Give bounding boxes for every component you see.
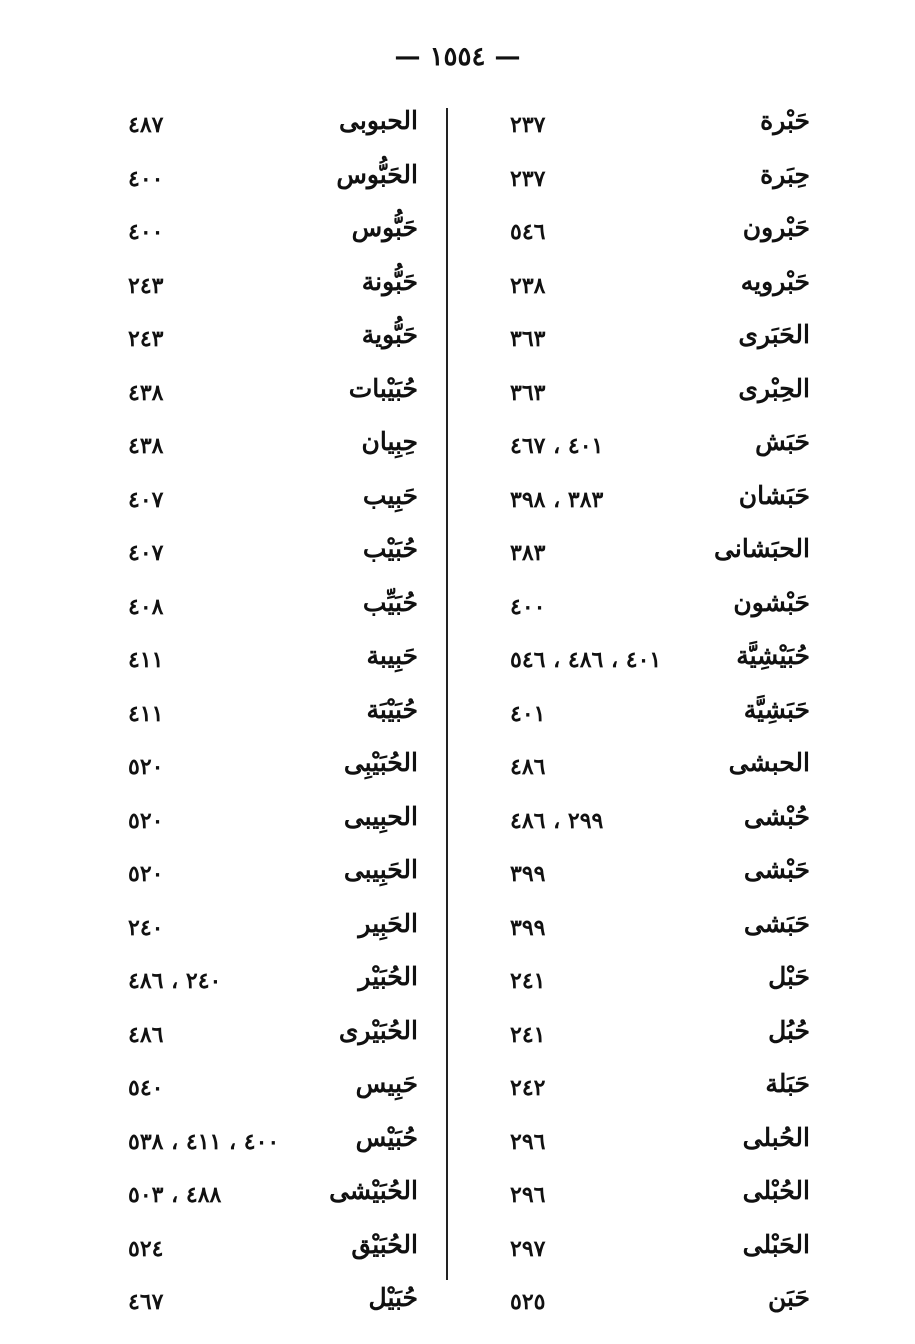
index-entry xyxy=(118,314,418,368)
entry-pages: ٥٢٠ xyxy=(128,861,164,887)
entry-word: حَبِيب xyxy=(362,480,418,510)
entry-word: حَبْل xyxy=(768,962,810,991)
entry-word: حَبِيس xyxy=(355,1069,418,1098)
index-entry xyxy=(118,582,418,636)
entry-word: حَبَشِيَّة xyxy=(743,694,810,724)
entry-word: حُبْشى xyxy=(743,801,810,831)
entry-pages: ٤٣٨ xyxy=(128,379,164,406)
entry-pages: ٢٩٦ xyxy=(510,1182,546,1208)
entry-pages: ٤٠٠ xyxy=(510,593,546,620)
index-entry xyxy=(118,154,418,208)
entry-word: حَبُّونة xyxy=(361,266,418,296)
entry-word: الحُبَيْرى xyxy=(338,1015,418,1045)
entry-word: حِبِيان xyxy=(361,427,418,456)
index-entry xyxy=(118,1063,418,1117)
entry-pages: ٤٠٠ ، ٤١١ ، ٥٣٨ xyxy=(128,1128,280,1155)
entry-pages: ٤٠٨ xyxy=(128,593,164,620)
entry-pages: ٢٣٨ xyxy=(510,272,546,299)
entry-pages: ٢٩٩ ، ٤٨٦ xyxy=(510,807,604,834)
entry-word: حَبْشى xyxy=(743,855,810,884)
index-entry xyxy=(500,1117,810,1171)
index-entry xyxy=(500,582,810,636)
entry-word: حُبَيْس xyxy=(355,1122,418,1152)
index-entry xyxy=(118,528,418,582)
index-entry xyxy=(118,207,418,261)
entry-pages: ٤٨٦ xyxy=(510,754,546,780)
entry-word: حَبْرة xyxy=(760,106,810,135)
entry-word: الحَبِيبى xyxy=(343,855,418,884)
index-entry xyxy=(118,421,418,475)
entry-word: الحُبَيْر xyxy=(358,962,418,991)
entry-pages: ٢٩٦ xyxy=(510,1128,546,1155)
index-entry xyxy=(118,100,418,154)
index-entry xyxy=(500,475,810,529)
entry-word: حَبَلة xyxy=(765,1069,810,1098)
entry-pages: ٥٤٠ xyxy=(128,1075,164,1101)
index-entry xyxy=(500,742,810,796)
entry-word: الحَبْلى xyxy=(742,1229,810,1259)
index-entry xyxy=(118,742,418,796)
index-entry xyxy=(500,154,810,208)
entry-word: حَبُّوية xyxy=(361,320,418,349)
entry-pages: ٢٣٧ xyxy=(510,165,546,192)
entry-pages: ٤٦٧ xyxy=(128,1289,164,1315)
entry-word: حَبُّوس xyxy=(351,213,418,242)
entry-word: الحَبَرى xyxy=(738,320,810,349)
entry-word: حُبَيْل xyxy=(368,1283,418,1312)
entry-word: الحبَشانى xyxy=(714,534,810,563)
entry-word: الحُبَيْبِى xyxy=(343,748,418,777)
column-divider xyxy=(446,108,448,1280)
entry-pages: ٣٦٣ xyxy=(510,379,546,406)
index-entry xyxy=(118,1224,418,1278)
entry-pages: ٥٢٤ xyxy=(128,1235,164,1262)
entry-word: حُبُل xyxy=(768,1015,810,1045)
entry-pages: ٥٢٠ xyxy=(128,754,164,780)
index-entry xyxy=(500,528,810,582)
index-entry xyxy=(500,314,810,368)
index-entry xyxy=(500,849,810,903)
entry-word: حُبَيِّب xyxy=(362,587,418,617)
entry-word: الحبِيبى xyxy=(343,801,418,831)
entry-pages: ٤٠٠ xyxy=(128,165,164,192)
entry-pages: ٢٤١ xyxy=(510,968,546,994)
entry-pages: ٥٢٠ xyxy=(128,807,164,834)
entry-word: الحُبْلى xyxy=(742,1176,810,1205)
entry-pages: ٢٩٧ xyxy=(510,1235,546,1262)
entry-word: حَبَش xyxy=(755,427,810,456)
entry-word: حَبْرون xyxy=(742,213,810,242)
index-entry xyxy=(118,1117,418,1171)
entry-word: الحَبُّوس xyxy=(336,159,418,189)
index-entry xyxy=(118,261,418,315)
entry-pages: ٣٩٩ xyxy=(510,861,546,887)
index-entry xyxy=(500,796,810,850)
entry-pages: ٤٠٧ xyxy=(128,540,164,566)
entry-pages: ٤٣٨ xyxy=(128,433,164,459)
index-entry xyxy=(500,100,810,154)
index-entry xyxy=(500,903,810,957)
index-column-right xyxy=(500,100,810,1331)
entry-word: حَبْشون xyxy=(733,587,810,617)
entry-pages: ٤٨٧ xyxy=(128,112,164,138)
entry-pages: ٢٤٢ xyxy=(510,1075,546,1101)
index-entry xyxy=(118,956,418,1010)
entry-pages: ٤٨٦ xyxy=(128,1021,164,1048)
entry-pages: ٣٦٣ xyxy=(510,326,546,352)
entry-pages: ٥٢٥ xyxy=(510,1289,546,1315)
page-number-header: — ١٥٥٤ — xyxy=(394,42,521,72)
entry-pages: ٤٠١ ، ٤٦٧ xyxy=(510,433,604,459)
entry-pages: ٤٠٠ xyxy=(128,219,164,245)
entry-word: الحُبلى xyxy=(742,1122,810,1152)
entry-pages: ٤١١ xyxy=(128,700,164,727)
index-entry xyxy=(500,1170,810,1224)
entry-word: حِبَرة xyxy=(760,159,810,189)
entry-pages: ٥٤٦ xyxy=(510,219,546,245)
entry-word: حُبَيْبَة xyxy=(366,694,418,724)
index-entry xyxy=(118,1170,418,1224)
entry-pages: ٢٤٣ xyxy=(128,326,164,352)
entry-pages: ٤١١ xyxy=(128,647,164,673)
index-entry xyxy=(118,849,418,903)
index-entry xyxy=(500,1224,810,1278)
entry-pages: ٢٤٠ ، ٤٨٦ xyxy=(128,968,222,994)
index-entry xyxy=(500,368,810,422)
entry-pages: ٣٩٩ xyxy=(510,914,546,941)
entry-pages: ٢٤٣ xyxy=(128,272,164,299)
index-entry xyxy=(500,421,810,475)
index-entry xyxy=(500,1010,810,1064)
index-entry xyxy=(500,956,810,1010)
index-entry xyxy=(118,796,418,850)
index-entry xyxy=(118,475,418,529)
entry-word: حَبَشى xyxy=(743,908,810,938)
entry-word: الحَبِير xyxy=(358,908,418,938)
index-entry xyxy=(500,635,810,689)
entry-word: الحبشى xyxy=(728,748,810,777)
index-entry xyxy=(118,1010,418,1064)
entry-pages: ٤٨٨ ، ٥٠٣ xyxy=(128,1182,222,1208)
index-entry xyxy=(118,689,418,743)
entry-word: حَبْرويه xyxy=(740,266,810,296)
index-column-left xyxy=(118,100,418,1331)
index-entry xyxy=(500,689,810,743)
entry-pages: ٤٠٧ xyxy=(128,486,164,513)
entry-word: الحِبْرى xyxy=(738,373,810,403)
entry-pages: ٢٤١ xyxy=(510,1021,546,1048)
entry-pages: ٢٤٠ xyxy=(128,914,164,941)
entry-word: حُبَيْشِيَّة xyxy=(736,641,810,670)
entry-pages: ٤٠١ xyxy=(510,700,546,727)
entry-pages: ٣٨٣ xyxy=(510,540,546,566)
entry-pages: ٣٨٣ ، ٣٩٨ xyxy=(510,486,604,513)
entry-word: حُبَيْبات xyxy=(348,373,418,403)
entry-word: الحُبَيْق xyxy=(351,1229,418,1259)
index-entry xyxy=(118,1277,418,1331)
index-entry xyxy=(118,635,418,689)
index-entry xyxy=(500,1063,810,1117)
entry-word: الحُبَيْشى xyxy=(329,1176,418,1205)
entry-pages: ٤٠١ ، ٤٨٦ ، ٥٤٦ xyxy=(510,647,662,673)
index-entry xyxy=(500,261,810,315)
entry-word: حَبِيبة xyxy=(366,641,418,670)
entry-word: الحبوبى xyxy=(339,106,418,135)
entry-word: حَبَشان xyxy=(738,480,810,510)
entry-pages: ٢٣٧ xyxy=(510,112,546,138)
index-entry xyxy=(118,368,418,422)
index-entry xyxy=(500,1277,810,1331)
index-entry xyxy=(118,903,418,957)
index-entry xyxy=(500,207,810,261)
entry-word: حَبَن xyxy=(767,1283,810,1312)
entry-word: حُبَيْب xyxy=(362,534,418,563)
